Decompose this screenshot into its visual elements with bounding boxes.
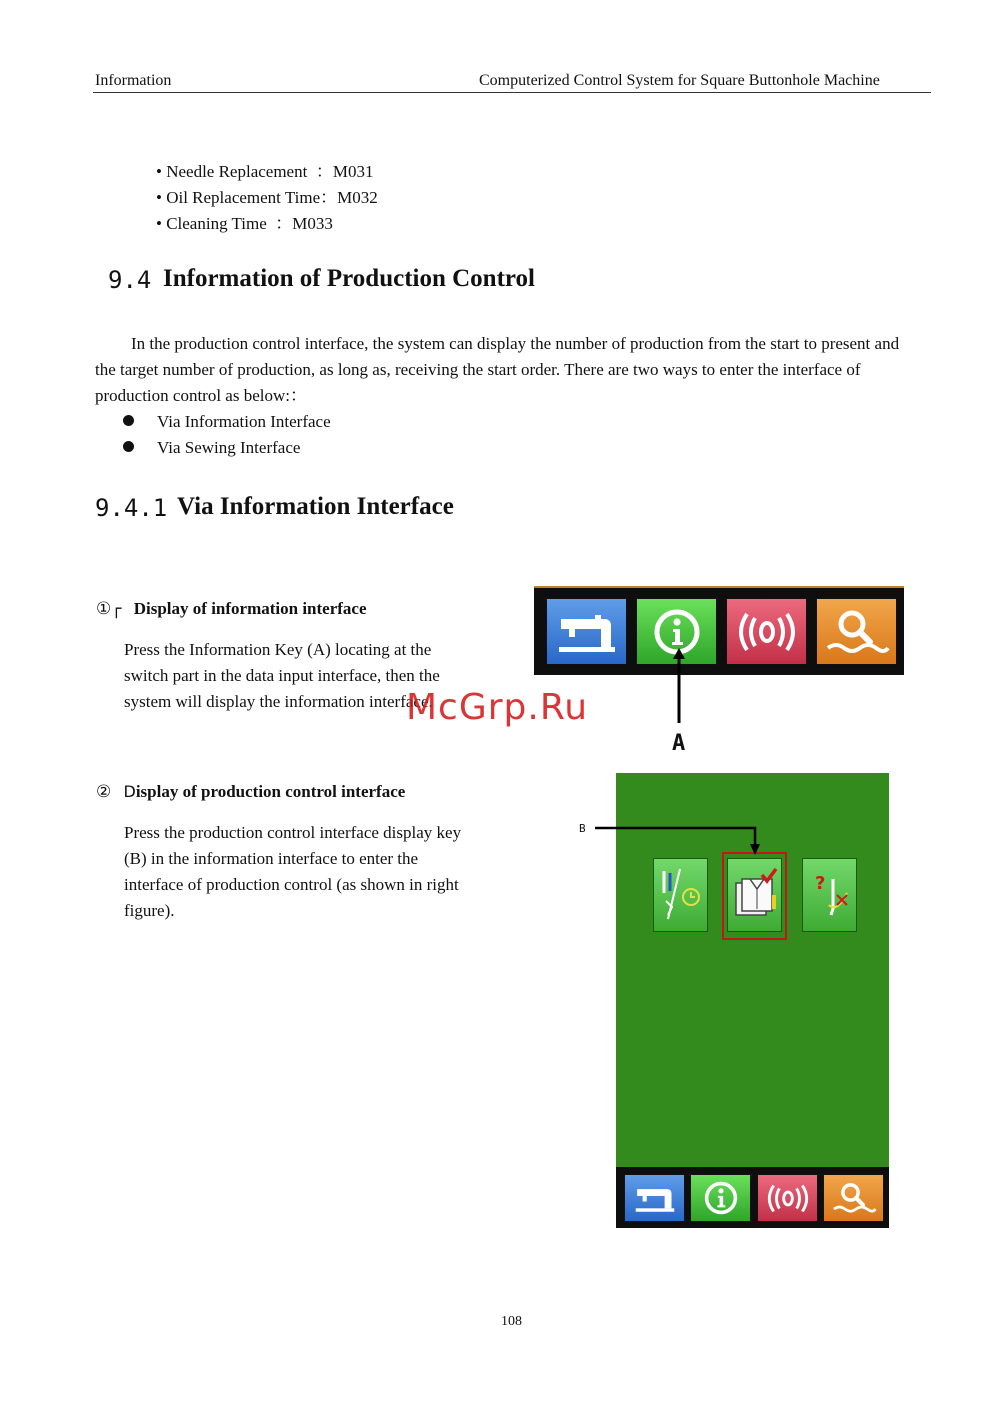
way-item-sewing: Via Sewing Interface	[157, 438, 301, 457]
section-9-4-1-number: 9.4.1	[95, 494, 168, 522]
step2-line-1: Press the production control interface display key	[124, 823, 462, 842]
search-icon	[824, 606, 890, 658]
step2-title: isplay of production control interface	[135, 782, 406, 801]
memory-item-oil: • Oil Replacement Time：M032	[156, 188, 378, 207]
bullet-dot	[123, 441, 134, 452]
switch-key-bar	[534, 586, 904, 675]
production-control-key-b[interactable]	[727, 858, 782, 932]
step2-line-4: figure).	[124, 901, 175, 920]
step2-title-initial: D	[123, 782, 136, 801]
information-key-small[interactable]	[690, 1174, 751, 1222]
maintenance-key[interactable]	[653, 858, 708, 932]
sewing-key-small[interactable]	[624, 1174, 685, 1222]
search-key-small[interactable]	[823, 1174, 884, 1222]
screen-switch-bar	[616, 1167, 889, 1228]
memory-item-cleaning: • Cleaning Time ：M033	[156, 214, 333, 233]
needle-help-icon	[807, 865, 853, 925]
sewing-key[interactable]	[546, 598, 627, 665]
step1-line-2: switch part in the data input interface, then the	[124, 666, 440, 685]
step1-marker: ①┌	[96, 599, 122, 619]
header-left: Information	[95, 72, 172, 89]
search-key[interactable]	[816, 598, 897, 665]
step2-marker: ②	[96, 782, 112, 802]
header-rule	[93, 92, 931, 93]
section-9-4-title: Information of Production Control	[163, 265, 535, 292]
info-icon	[703, 1180, 739, 1216]
bullet-dot	[123, 415, 134, 426]
step1-line-3: system will display the information interface.	[124, 692, 433, 711]
communication-key[interactable]	[726, 598, 807, 665]
callout-a-arrow	[670, 648, 690, 724]
svg-text:?: ?	[814, 873, 825, 894]
step1-heading	[96, 599, 367, 619]
sewing-machine-icon	[633, 1182, 677, 1214]
production-control-icon	[732, 865, 778, 925]
watermark: McGrp.Ru	[406, 687, 589, 728]
step1-title: Display of information interface	[133, 599, 367, 618]
search-icon	[831, 1180, 877, 1216]
intro-line-3: production control as below:：	[95, 386, 307, 405]
signal-icon	[765, 1184, 811, 1213]
callout-b-arrow	[594, 822, 764, 856]
intro-line-1: In the production control interface, the system can display the number of production from the start to present and	[131, 334, 900, 353]
step2-line-3: interface of production control (as shown in right	[124, 875, 459, 894]
memory-item-needle: • Needle Replacement ：M031	[156, 162, 374, 181]
step1-line-1: Press the Information Key (A) locating at the	[124, 640, 432, 659]
section-9-4-1-title: Via Information Interface	[177, 493, 454, 520]
header-right: Computerized Control System for Square Buttonhole Machine	[479, 72, 880, 89]
signal-icon	[735, 612, 799, 652]
sewing-machine-icon	[555, 609, 619, 655]
switch-bar-top-edge	[534, 586, 904, 588]
step2-line-2: (B) in the information interface to enter the	[124, 849, 419, 868]
callout-b-label: B	[579, 822, 586, 835]
communication-key-small[interactable]	[757, 1174, 818, 1222]
page-number: 108	[501, 1314, 522, 1329]
needle-maintenance-icon	[658, 865, 704, 925]
way-item-info: Via Information Interface	[157, 412, 331, 431]
step2-heading	[96, 782, 405, 802]
help-key[interactable]	[802, 858, 857, 932]
intro-line-2: the target number of production, as long as, receiving the start order. There are two ways to enter the interface of	[95, 360, 861, 379]
section-9-4-number: 9.4	[108, 266, 152, 294]
callout-a-label: A	[672, 731, 686, 756]
